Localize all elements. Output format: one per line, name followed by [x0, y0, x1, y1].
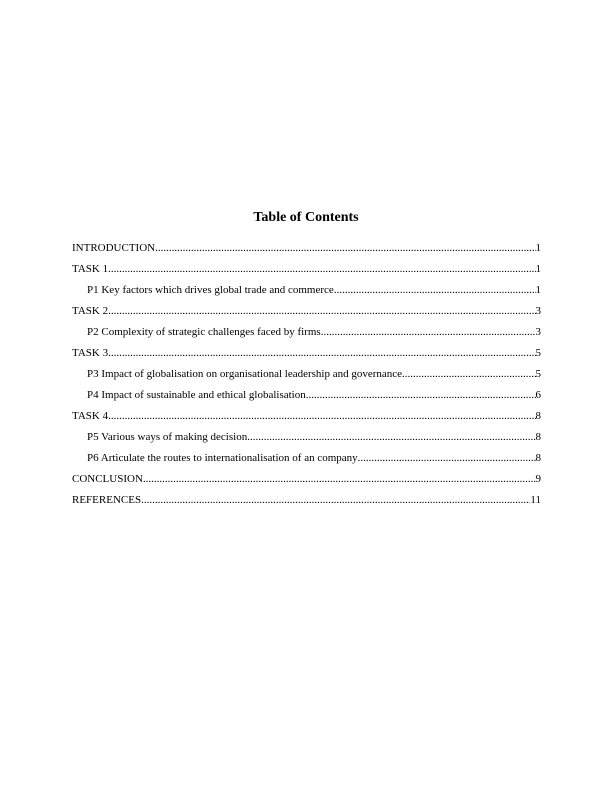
- toc-dot-leader: [108, 259, 535, 280]
- toc-entry-label: CONCLUSION: [72, 473, 143, 485]
- toc-entry-label: P2 Complexity of strategic challenges faced by firms: [87, 326, 321, 338]
- toc-entry-task-2[interactable]: [72, 301, 541, 322]
- toc-dot-leader: [141, 490, 530, 511]
- toc-entry-p1[interactable]: [72, 280, 541, 301]
- toc-entry-task-1[interactable]: [72, 259, 541, 280]
- toc-page-number: 8: [535, 452, 541, 464]
- toc-dot-leader: [402, 364, 535, 385]
- toc-dot-leader: [108, 406, 535, 427]
- toc-dot-leader: [358, 448, 536, 469]
- toc-dot-leader: [247, 427, 535, 448]
- toc-page-number: 8: [535, 410, 541, 422]
- toc-entry-p6[interactable]: [72, 448, 541, 469]
- toc-entry-label: REFERENCES: [72, 494, 142, 506]
- toc-dot-leader: [155, 238, 535, 259]
- toc-page-number: 1: [535, 284, 541, 296]
- toc-dot-leader: [321, 322, 536, 343]
- toc-page-number: 3: [535, 326, 541, 338]
- toc-entry-p5[interactable]: [72, 427, 541, 448]
- toc-list: [72, 238, 541, 511]
- toc-entry-introduction[interactable]: [72, 238, 541, 259]
- toc-dot-leader: [143, 469, 536, 490]
- toc-entry-task-4[interactable]: [72, 406, 541, 427]
- toc-entry-task-3[interactable]: [72, 343, 541, 364]
- toc-dot-leader: [108, 343, 535, 364]
- toc-entry-label: TASK 4: [72, 410, 109, 422]
- toc-title: Table of Contents: [253, 210, 359, 225]
- toc-page-number: 1: [535, 263, 541, 275]
- toc-page-number: 6: [535, 389, 541, 401]
- toc-dot-leader: [108, 301, 535, 322]
- toc-entry-label: TASK 2: [72, 305, 109, 317]
- toc-page-number: 3: [535, 305, 541, 317]
- toc-dot-leader: [334, 280, 536, 301]
- toc-entry-label: TASK 3: [72, 347, 109, 359]
- toc-entry-p4[interactable]: [72, 385, 541, 406]
- toc-entry-label: TASK 1: [72, 263, 109, 275]
- toc-entry-label: P3 Impact of globalisation on organisational leadership and governance: [87, 368, 403, 380]
- toc-entry-p3[interactable]: [72, 364, 541, 385]
- toc-entry-label: P4 Impact of sustainable and ethical globalisation: [87, 389, 306, 401]
- toc-entry-conclusion[interactable]: [72, 469, 541, 490]
- toc-page-number: 8: [535, 431, 541, 443]
- toc-entry-label: P6 Articulate the routes to internationalisation of an company: [87, 452, 358, 464]
- toc-entry-references[interactable]: [72, 490, 541, 511]
- toc-page-number: 1: [535, 242, 541, 254]
- toc-page-number: 11: [530, 494, 541, 506]
- toc-page-number: 5: [535, 368, 541, 380]
- toc-entry-label: INTRODUCTION: [72, 242, 156, 254]
- toc-page-number: 5: [535, 347, 541, 359]
- toc-dot-leader: [306, 385, 536, 406]
- toc-page-number: 9: [535, 473, 541, 485]
- toc-entry-label: P1 Key factors which drives global trade and commerce: [87, 284, 334, 296]
- toc-entry-p2[interactable]: [72, 322, 541, 343]
- toc-entry-label: P5 Various ways of making decision: [87, 431, 248, 443]
